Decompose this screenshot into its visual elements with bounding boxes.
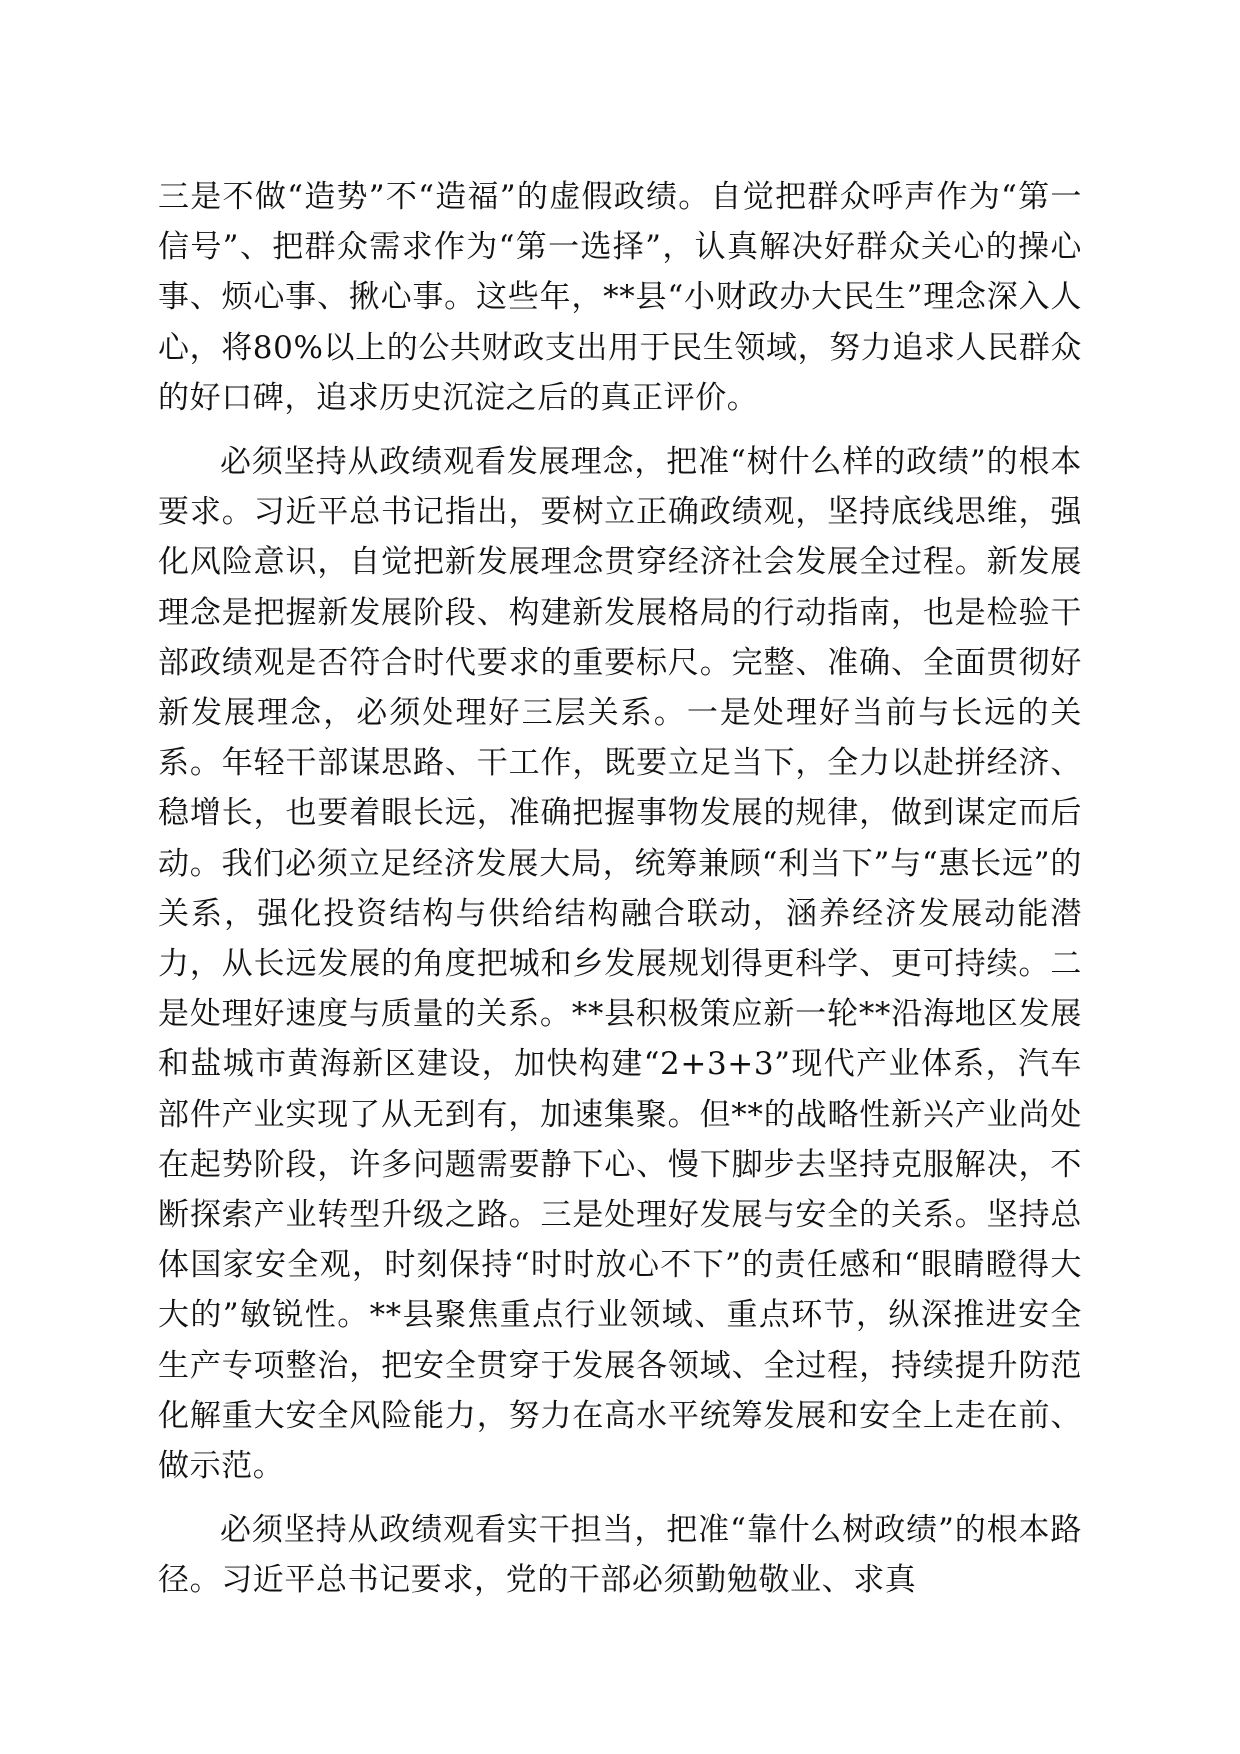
document-body (158, 172, 1082, 1606)
paragraph-development-philosophy: 必须坚持从政绩观看发展理念，把准“树什么样的政绩”的根本要求。习近平总书记指出，要树立正确政绩观，坚持底线思维，强化风险意识，自觉把新发展理念贯穿经济社会发展全过程。新发展理念是把握新发展阶段、构建新发展格局的行动指南，也是检验干部政绩观是否符合时代要求的重要标尺。完整、准确、全面贯彻好新发展理念，必须处理好三层关系。一是处理好当前与长远的关系。年轻干部谋思路、干工作，既要立足当下，全力以赴拼经济、稳增长，也要着眼长远，准确把握事物发展的规律，做到谋定而后动。我们必须立足经济发展大局，统筹兼顾“利当下”与“惠长远”的关系，强化投资结构与供给结构融合联动，涵养经济发展动能潜力，从长远发展的角度把城和乡发展规划得更科学、更可持续。二是处理好速度与质量的关系。**县积极策应新一轮**沿海地区发展和盐城市黄海新区建设，加快构建“2+3+3”现代产业体系，汽车部件产业实现了从无到有，加速集聚。但**的战略性新兴产业尚处在起势阶段，许多问题需要静下心、慢下脚步去坚持克服解决，不断探索产业转型升级之路。三是处理好发展与安全的关系。坚持总体国家安全观，时刻保持“时时放心不下”的责任感和“眼睛瞪得大大的”敏锐性。**县聚焦重点行业领域、重点环节，纵深推进安全生产专项整治，把安全贯穿于发展各领域、全过程，持续提升防范化解重大安全风险能力，努力在高水平统筹发展和安全上走在前、做示范。 (158, 444, 1082, 1485)
paragraph-practical-responsibility: 必须坚持从政绩观看实干担当，把准“靠什么树政绩”的根本路径。习近平总书记要求，党的干部必须勤勉敬业、求真 (158, 1512, 1082, 1599)
paragraph-continuation: 三是不做“造势”不“造福”的虚假政绩。自觉把群众呼声作为“第一信号”、把群众需求作为“第一选择”，认真解决好群众关心的操心事、烦心事、揪心事。这些年，**县“小财政办大民生”理念深入人心，将80%以上的公共财政支出用于民生领域，努力追求人民群众的好口碑，追求历史沉淀之后的真正评价。 (158, 179, 1082, 416)
